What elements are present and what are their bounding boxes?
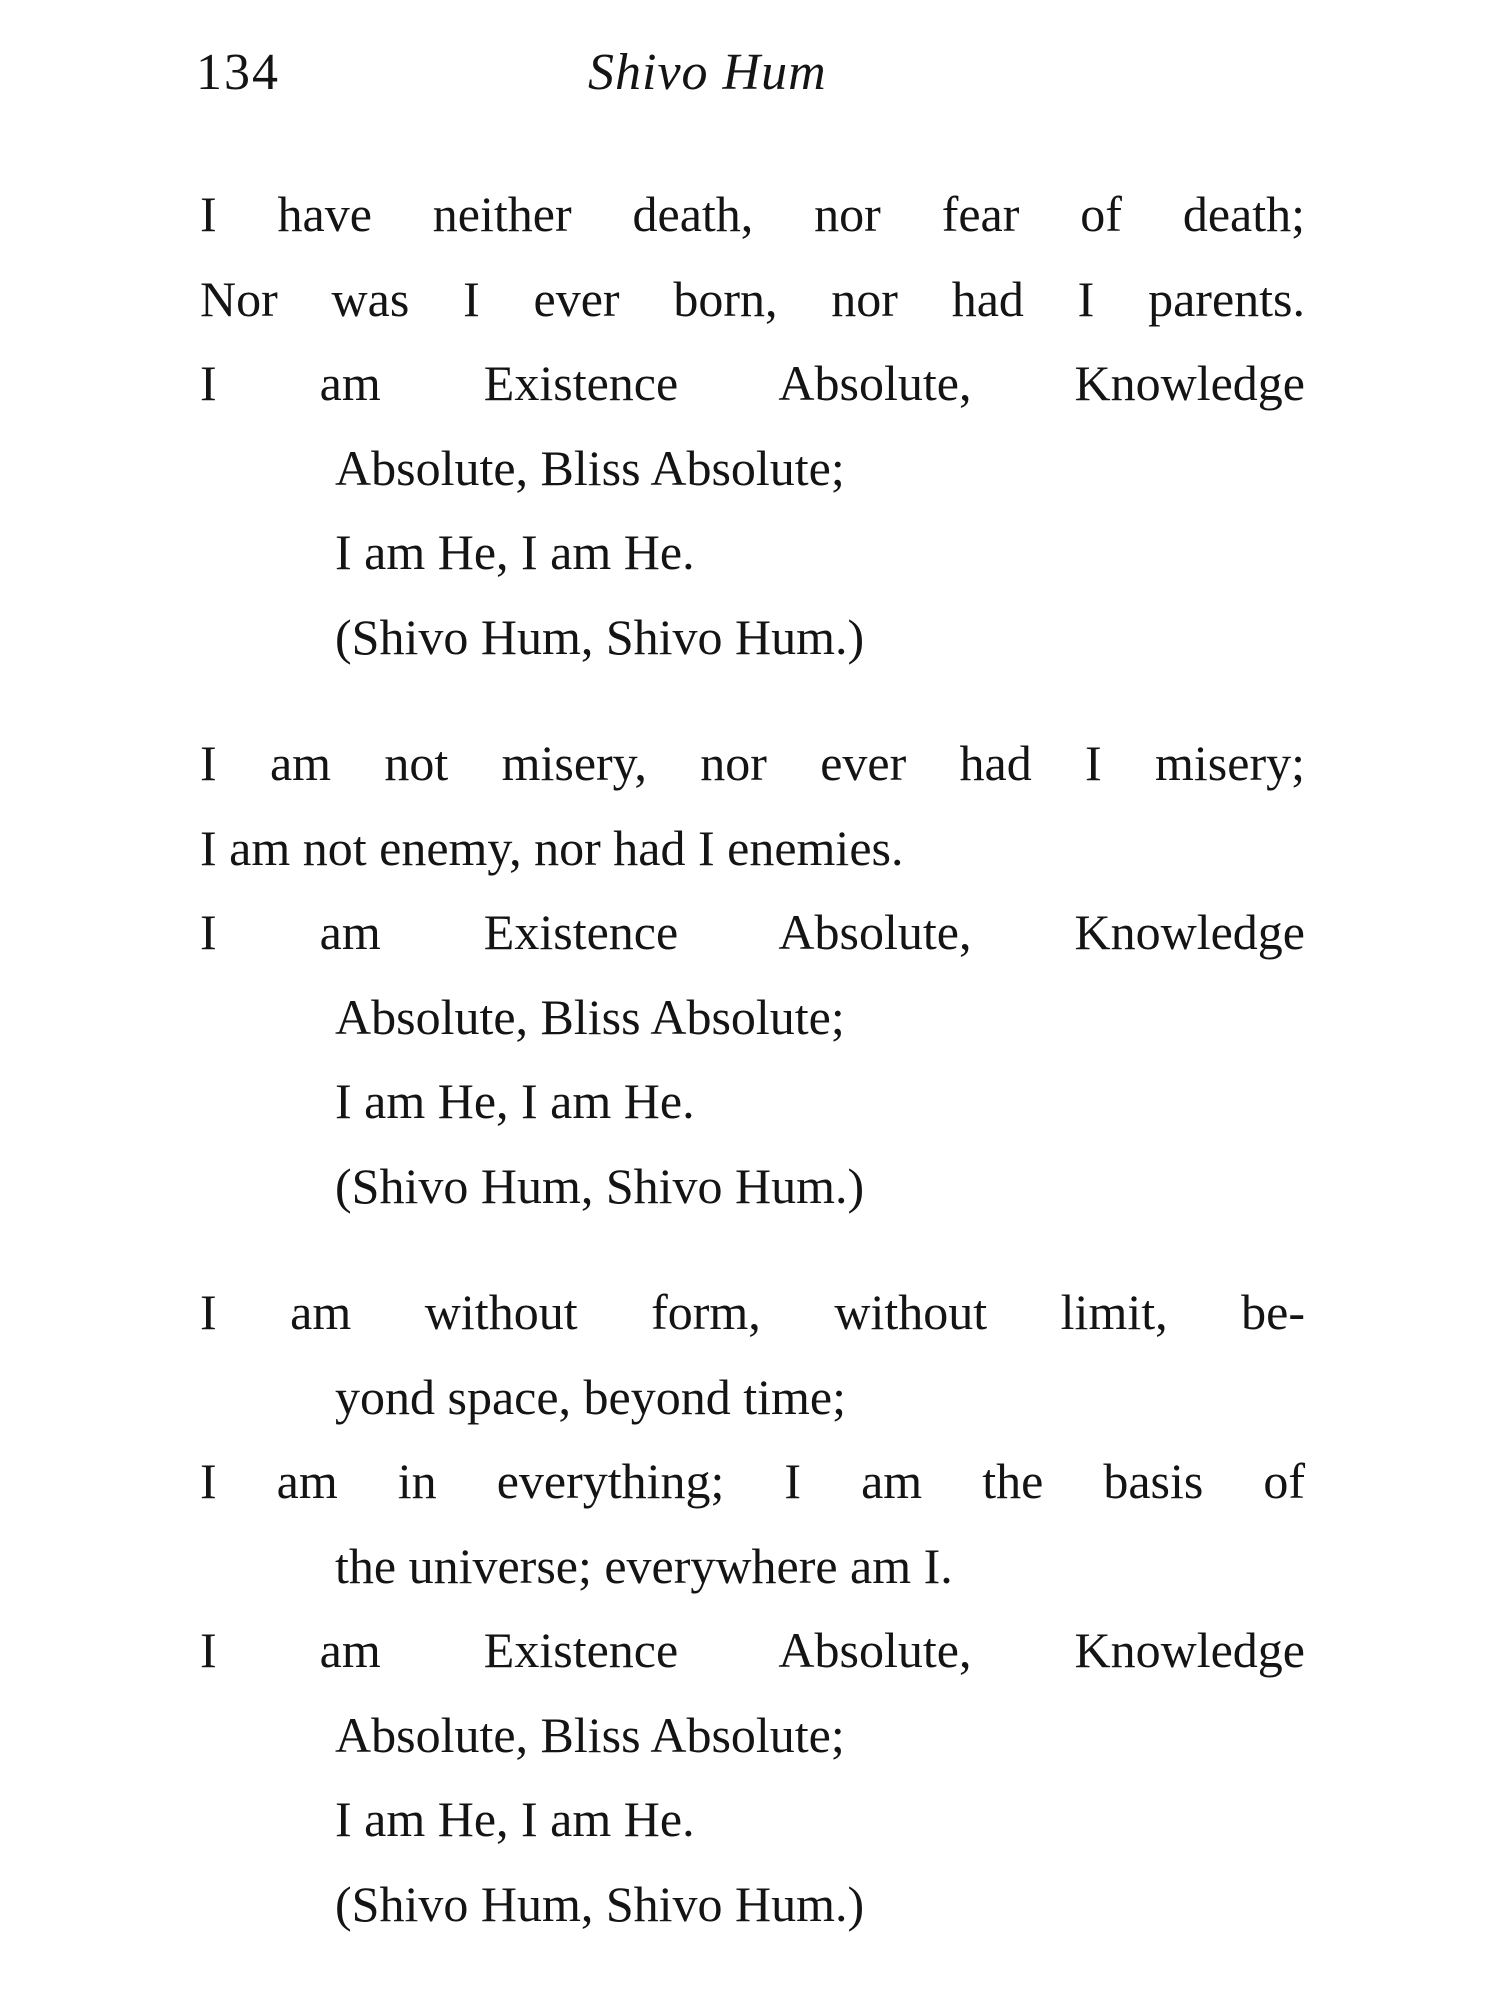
verse-line: Absolute, Bliss Absolute; (335, 1706, 845, 1763)
verse-line: Absolute, Bliss Absolute; (335, 439, 845, 496)
verse-line: I have neither death, nor fear of death; (200, 186, 1305, 242)
page-header (196, 38, 1306, 108)
verse-line: I am He, I am He. (335, 1791, 695, 1847)
verse-line: (Shivo Hum, Shivo Hum.) (335, 608, 865, 665)
verse-line: I am He, I am He. (335, 1073, 695, 1129)
verse-line: I am Existence Absolute, Knowledge (200, 904, 1305, 960)
poem-body (200, 172, 1320, 1946)
verse-line: (Shivo Hum, Shivo Hum.) (335, 1157, 865, 1214)
verse-line: I am Existence Absolute, Knowledge (200, 355, 1305, 411)
verse-line: Absolute, Bliss Absolute; (335, 988, 845, 1045)
verse-line: yond space, beyond time; (335, 1368, 846, 1425)
running-title: Shivo Hum (588, 44, 827, 101)
verse-line: I am not enemy, nor had I enemies. (200, 819, 904, 876)
verse-line: I am in everything; I am the basis of (200, 1453, 1305, 1509)
stanza-1 (200, 172, 1320, 679)
page-number: 134 (196, 44, 280, 101)
verse-line: I am He, I am He. (335, 524, 695, 580)
verse-line: I am without form, without limit, be- (200, 1284, 1305, 1340)
verse-line: I am not misery, nor ever had I misery; (200, 735, 1305, 791)
stanza-3 (200, 1270, 1320, 1946)
verse-line: Nor was I ever born, nor had I parents. (200, 270, 1305, 327)
verse-line: (Shivo Hum, Shivo Hum.) (335, 1875, 865, 1932)
verse-line: I am Existence Absolute, Knowledge (200, 1622, 1305, 1678)
verse-line: the universe; everywhere am I. (335, 1537, 953, 1594)
stanza-2 (200, 721, 1320, 1228)
